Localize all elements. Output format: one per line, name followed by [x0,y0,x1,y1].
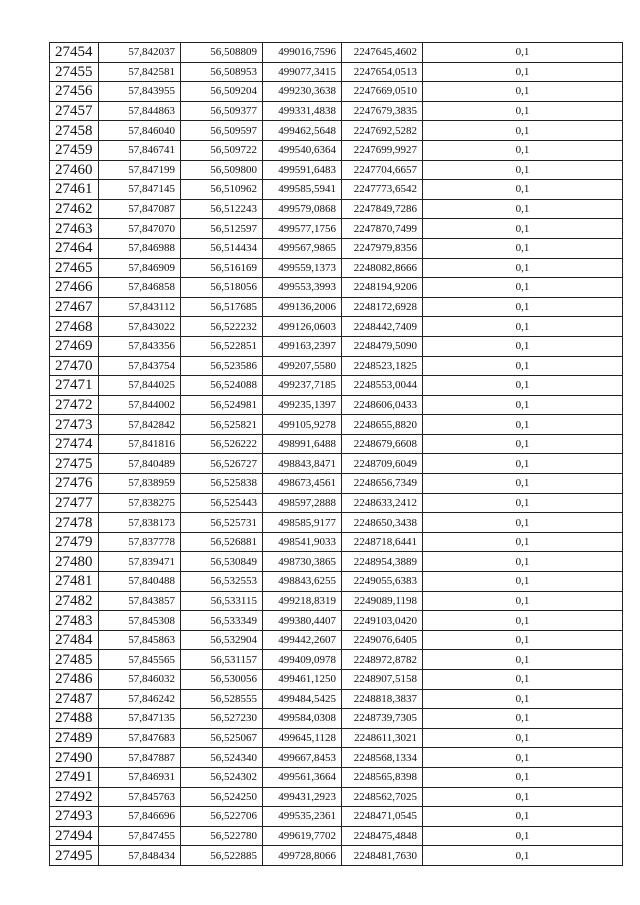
latitude-cell: 57,844863 [99,101,181,121]
longitude-cell: 56,526727 [181,454,263,474]
tolerance-cell: 0,1 [423,572,623,592]
x-coordinate-cell: 498730,3865 [263,552,342,572]
y-coordinate-cell: 2247870,7499 [342,219,423,239]
longitude-cell: 56,525821 [181,415,263,435]
longitude-cell: 56,532904 [181,630,263,650]
tolerance-cell: 0,1 [423,670,623,690]
table-row [50,454,623,474]
table-row [50,82,623,102]
tolerance-cell: 0,1 [423,160,623,180]
longitude-cell: 56,533349 [181,611,263,631]
tolerance-cell: 0,1 [423,474,623,494]
longitude-cell: 56,522780 [181,826,263,846]
longitude-cell: 56,525443 [181,493,263,513]
tolerance-cell: 0,1 [423,826,623,846]
tolerance-cell: 0,1 [423,140,623,160]
y-coordinate-cell: 2248475,4848 [342,826,423,846]
latitude-cell: 57,846696 [99,807,181,827]
table-row [50,689,623,709]
point-number-cell: 27473 [50,415,99,435]
y-coordinate-cell: 2247669,0510 [342,82,423,102]
x-coordinate-cell: 498541,9033 [263,532,342,552]
table-row [50,199,623,219]
table-row [50,826,623,846]
longitude-cell: 56,526222 [181,434,263,454]
x-coordinate-cell: 498585,9177 [263,513,342,533]
point-number-cell: 27472 [50,395,99,415]
latitude-cell: 57,846032 [99,670,181,690]
tolerance-cell: 0,1 [423,82,623,102]
longitude-cell: 56,525838 [181,474,263,494]
table-row [50,434,623,454]
coordinates-table-body [50,43,623,866]
latitude-cell: 57,846242 [99,689,181,709]
y-coordinate-cell: 2247692,5282 [342,121,423,141]
latitude-cell: 57,844025 [99,376,181,396]
table-row [50,121,623,141]
table-row [50,572,623,592]
tolerance-cell: 0,1 [423,650,623,670]
x-coordinate-cell: 499331,4838 [263,101,342,121]
longitude-cell: 56,509597 [181,121,263,141]
longitude-cell: 56,531157 [181,650,263,670]
tolerance-cell: 0,1 [423,787,623,807]
table-row [50,532,623,552]
tolerance-cell: 0,1 [423,238,623,258]
x-coordinate-cell: 499645,1128 [263,728,342,748]
table-row [50,630,623,650]
latitude-cell: 57,846931 [99,767,181,787]
y-coordinate-cell: 2248611,3021 [342,728,423,748]
latitude-cell: 57,843022 [99,317,181,337]
x-coordinate-cell: 499585,5941 [263,180,342,200]
x-coordinate-cell: 498597,2888 [263,493,342,513]
x-coordinate-cell: 499540,6364 [263,140,342,160]
table-row [50,728,623,748]
point-number-cell: 27475 [50,454,99,474]
x-coordinate-cell: 499442,2607 [263,630,342,650]
point-number-cell: 27495 [50,846,99,866]
longitude-cell: 56,522706 [181,807,263,827]
latitude-cell: 57,847199 [99,160,181,180]
latitude-cell: 57,848434 [99,846,181,866]
longitude-cell: 56,533115 [181,591,263,611]
y-coordinate-cell: 2248568,1334 [342,748,423,768]
point-number-cell: 27494 [50,826,99,846]
tolerance-cell: 0,1 [423,336,623,356]
table-row [50,43,623,63]
point-number-cell: 27491 [50,767,99,787]
point-number-cell: 27469 [50,336,99,356]
y-coordinate-cell: 2249055,6383 [342,572,423,592]
table-row [50,336,623,356]
y-coordinate-cell: 2248479,5090 [342,336,423,356]
x-coordinate-cell: 499105,9278 [263,415,342,435]
tolerance-cell: 0,1 [423,317,623,337]
point-number-cell: 27458 [50,121,99,141]
latitude-cell: 57,838173 [99,513,181,533]
table-row [50,160,623,180]
latitude-cell: 57,846741 [99,140,181,160]
x-coordinate-cell: 499218,8319 [263,591,342,611]
table-row [50,474,623,494]
y-coordinate-cell: 2249089,1198 [342,591,423,611]
point-number-cell: 27476 [50,474,99,494]
longitude-cell: 56,508809 [181,43,263,63]
table-row [50,591,623,611]
tolerance-cell: 0,1 [423,415,623,435]
table-row [50,767,623,787]
latitude-cell: 57,846988 [99,238,181,258]
point-number-cell: 27484 [50,630,99,650]
tolerance-cell: 0,1 [423,121,623,141]
point-number-cell: 27470 [50,356,99,376]
y-coordinate-cell: 2248194,9206 [342,278,423,298]
longitude-cell: 56,509377 [181,101,263,121]
point-number-cell: 27485 [50,650,99,670]
longitude-cell: 56,522232 [181,317,263,337]
tolerance-cell: 0,1 [423,278,623,298]
table-row [50,180,623,200]
latitude-cell: 57,839471 [99,552,181,572]
x-coordinate-cell: 499461,1250 [263,670,342,690]
point-number-cell: 27474 [50,434,99,454]
y-coordinate-cell: 2248656,7349 [342,474,423,494]
y-coordinate-cell: 2248954,3889 [342,552,423,572]
tolerance-cell: 0,1 [423,709,623,729]
tolerance-cell: 0,1 [423,297,623,317]
point-number-cell: 27490 [50,748,99,768]
table-row [50,356,623,376]
y-coordinate-cell: 2248082,8666 [342,258,423,278]
tolerance-cell: 0,1 [423,180,623,200]
point-number-cell: 27492 [50,787,99,807]
y-coordinate-cell: 2248633,2412 [342,493,423,513]
tolerance-cell: 0,1 [423,395,623,415]
y-coordinate-cell: 2247849,7286 [342,199,423,219]
x-coordinate-cell: 499577,1756 [263,219,342,239]
y-coordinate-cell: 2248471,0545 [342,807,423,827]
latitude-cell: 57,847887 [99,748,181,768]
table-row [50,748,623,768]
x-coordinate-cell: 499728,8066 [263,846,342,866]
point-number-cell: 27467 [50,297,99,317]
y-coordinate-cell: 2248650,3438 [342,513,423,533]
latitude-cell: 57,837778 [99,532,181,552]
x-coordinate-cell: 499016,7596 [263,43,342,63]
table-row [50,846,623,866]
table-row [50,258,623,278]
point-number-cell: 27463 [50,219,99,239]
latitude-cell: 57,847145 [99,180,181,200]
point-number-cell: 27457 [50,101,99,121]
tolerance-cell: 0,1 [423,807,623,827]
table-row [50,650,623,670]
x-coordinate-cell: 499567,9865 [263,238,342,258]
longitude-cell: 56,508953 [181,62,263,82]
point-number-cell: 27487 [50,689,99,709]
point-number-cell: 27471 [50,376,99,396]
x-coordinate-cell: 499484,5425 [263,689,342,709]
coordinates-table [49,42,623,866]
longitude-cell: 56,524981 [181,395,263,415]
tolerance-cell: 0,1 [423,767,623,787]
x-coordinate-cell: 498843,8471 [263,454,342,474]
x-coordinate-cell: 499462,5648 [263,121,342,141]
latitude-cell: 57,842842 [99,415,181,435]
y-coordinate-cell: 2248679,6608 [342,434,423,454]
y-coordinate-cell: 2248709,6049 [342,454,423,474]
latitude-cell: 57,846040 [99,121,181,141]
x-coordinate-cell: 499207,5580 [263,356,342,376]
longitude-cell: 56,528555 [181,689,263,709]
table-row [50,278,623,298]
longitude-cell: 56,522851 [181,336,263,356]
table-row [50,297,623,317]
y-coordinate-cell: 2249103,0420 [342,611,423,631]
tolerance-cell: 0,1 [423,434,623,454]
longitude-cell: 56,530849 [181,552,263,572]
y-coordinate-cell: 2248907,5158 [342,670,423,690]
point-number-cell: 27465 [50,258,99,278]
y-coordinate-cell: 2248739,7305 [342,709,423,729]
latitude-cell: 57,843754 [99,356,181,376]
table-row [50,376,623,396]
y-coordinate-cell: 2248718,6441 [342,532,423,552]
latitude-cell: 57,847683 [99,728,181,748]
point-number-cell: 27468 [50,317,99,337]
longitude-cell: 56,524250 [181,787,263,807]
x-coordinate-cell: 499535,2361 [263,807,342,827]
tolerance-cell: 0,1 [423,376,623,396]
x-coordinate-cell: 499136,2006 [263,297,342,317]
tolerance-cell: 0,1 [423,611,623,631]
longitude-cell: 56,524088 [181,376,263,396]
y-coordinate-cell: 2247699,9927 [342,140,423,160]
longitude-cell: 56,532553 [181,572,263,592]
latitude-cell: 57,842581 [99,62,181,82]
table-row [50,552,623,572]
latitude-cell: 57,847070 [99,219,181,239]
x-coordinate-cell: 499591,6483 [263,160,342,180]
point-number-cell: 27462 [50,199,99,219]
tolerance-cell: 0,1 [423,101,623,121]
y-coordinate-cell: 2248565,8398 [342,767,423,787]
point-number-cell: 27481 [50,572,99,592]
latitude-cell: 57,845565 [99,650,181,670]
latitude-cell: 57,846858 [99,278,181,298]
tolerance-cell: 0,1 [423,258,623,278]
latitude-cell: 57,842037 [99,43,181,63]
longitude-cell: 56,509800 [181,160,263,180]
tolerance-cell: 0,1 [423,199,623,219]
point-number-cell: 27466 [50,278,99,298]
y-coordinate-cell: 2248481,7630 [342,846,423,866]
tolerance-cell: 0,1 [423,552,623,572]
table-row [50,807,623,827]
y-coordinate-cell: 2247679,3835 [342,101,423,121]
longitude-cell: 56,522885 [181,846,263,866]
y-coordinate-cell: 2248972,8782 [342,650,423,670]
longitude-cell: 56,526881 [181,532,263,552]
latitude-cell: 57,841816 [99,434,181,454]
latitude-cell: 57,843356 [99,336,181,356]
point-number-cell: 27477 [50,493,99,513]
tolerance-cell: 0,1 [423,728,623,748]
y-coordinate-cell: 2248606,0433 [342,395,423,415]
latitude-cell: 57,840489 [99,454,181,474]
tolerance-cell: 0,1 [423,591,623,611]
longitude-cell: 56,524340 [181,748,263,768]
longitude-cell: 56,527230 [181,709,263,729]
latitude-cell: 57,847455 [99,826,181,846]
tolerance-cell: 0,1 [423,43,623,63]
y-coordinate-cell: 2248655,8820 [342,415,423,435]
y-coordinate-cell: 2247979,8356 [342,238,423,258]
x-coordinate-cell: 499230,3638 [263,82,342,102]
x-coordinate-cell: 499126,0603 [263,317,342,337]
latitude-cell: 57,845308 [99,611,181,631]
table-row [50,513,623,533]
point-number-cell: 27456 [50,82,99,102]
table-row [50,395,623,415]
latitude-cell: 57,840488 [99,572,181,592]
longitude-cell: 56,525731 [181,513,263,533]
tolerance-cell: 0,1 [423,748,623,768]
table-row [50,709,623,729]
tolerance-cell: 0,1 [423,356,623,376]
point-number-cell: 27455 [50,62,99,82]
y-coordinate-cell: 2247654,0513 [342,62,423,82]
tolerance-cell: 0,1 [423,493,623,513]
longitude-cell: 56,509204 [181,82,263,102]
tolerance-cell: 0,1 [423,219,623,239]
table-row [50,219,623,239]
tolerance-cell: 0,1 [423,454,623,474]
tolerance-cell: 0,1 [423,62,623,82]
point-number-cell: 27493 [50,807,99,827]
point-number-cell: 27461 [50,180,99,200]
tolerance-cell: 0,1 [423,532,623,552]
point-number-cell: 27478 [50,513,99,533]
longitude-cell: 56,523586 [181,356,263,376]
table-row [50,62,623,82]
y-coordinate-cell: 2247773,6542 [342,180,423,200]
table-row [50,238,623,258]
point-number-cell: 27489 [50,728,99,748]
table-row [50,317,623,337]
y-coordinate-cell: 2248818,3837 [342,689,423,709]
x-coordinate-cell: 499235,1397 [263,395,342,415]
longitude-cell: 56,530056 [181,670,263,690]
x-coordinate-cell: 499409,0978 [263,650,342,670]
point-number-cell: 27454 [50,43,99,63]
point-number-cell: 27480 [50,552,99,572]
y-coordinate-cell: 2247704,6657 [342,160,423,180]
longitude-cell: 56,518056 [181,278,263,298]
x-coordinate-cell: 498673,4561 [263,474,342,494]
latitude-cell: 57,845763 [99,787,181,807]
longitude-cell: 56,512597 [181,219,263,239]
y-coordinate-cell: 2248562,7025 [342,787,423,807]
latitude-cell: 57,838959 [99,474,181,494]
x-coordinate-cell: 499667,8453 [263,748,342,768]
latitude-cell: 57,847135 [99,709,181,729]
tolerance-cell: 0,1 [423,846,623,866]
tolerance-cell: 0,1 [423,513,623,533]
table-row [50,493,623,513]
y-coordinate-cell: 2248553,0044 [342,376,423,396]
x-coordinate-cell: 499559,1373 [263,258,342,278]
latitude-cell: 57,843955 [99,82,181,102]
table-row [50,101,623,121]
longitude-cell: 56,525067 [181,728,263,748]
latitude-cell: 57,843112 [99,297,181,317]
point-number-cell: 27459 [50,140,99,160]
x-coordinate-cell: 498843,6255 [263,572,342,592]
table-row [50,415,623,435]
latitude-cell: 57,844002 [99,395,181,415]
latitude-cell: 57,838275 [99,493,181,513]
point-number-cell: 27482 [50,591,99,611]
point-number-cell: 27488 [50,709,99,729]
table-row [50,611,623,631]
longitude-cell: 56,514434 [181,238,263,258]
y-coordinate-cell: 2249076,6405 [342,630,423,650]
x-coordinate-cell: 499237,7185 [263,376,342,396]
x-coordinate-cell: 498991,6488 [263,434,342,454]
x-coordinate-cell: 499431,2923 [263,787,342,807]
latitude-cell: 57,843857 [99,591,181,611]
longitude-cell: 56,517685 [181,297,263,317]
longitude-cell: 56,524302 [181,767,263,787]
point-number-cell: 27479 [50,532,99,552]
latitude-cell: 57,846909 [99,258,181,278]
x-coordinate-cell: 499380,4407 [263,611,342,631]
x-coordinate-cell: 499553,3993 [263,278,342,298]
longitude-cell: 56,509722 [181,140,263,160]
table-row [50,140,623,160]
x-coordinate-cell: 499619,7702 [263,826,342,846]
point-number-cell: 27460 [50,160,99,180]
x-coordinate-cell: 499579,0868 [263,199,342,219]
longitude-cell: 56,512243 [181,199,263,219]
y-coordinate-cell: 2248442,7409 [342,317,423,337]
latitude-cell: 57,845863 [99,630,181,650]
x-coordinate-cell: 499163,2397 [263,336,342,356]
longitude-cell: 56,510962 [181,180,263,200]
y-coordinate-cell: 2248172,6928 [342,297,423,317]
tolerance-cell: 0,1 [423,689,623,709]
point-number-cell: 27483 [50,611,99,631]
point-number-cell: 27464 [50,238,99,258]
x-coordinate-cell: 499561,3664 [263,767,342,787]
y-coordinate-cell: 2248523,1825 [342,356,423,376]
longitude-cell: 56,516169 [181,258,263,278]
tolerance-cell: 0,1 [423,630,623,650]
x-coordinate-cell: 499077,3415 [263,62,342,82]
x-coordinate-cell: 499584,0308 [263,709,342,729]
y-coordinate-cell: 2247645,4602 [342,43,423,63]
latitude-cell: 57,847087 [99,199,181,219]
table-row [50,787,623,807]
point-number-cell: 27486 [50,670,99,690]
table-row [50,670,623,690]
